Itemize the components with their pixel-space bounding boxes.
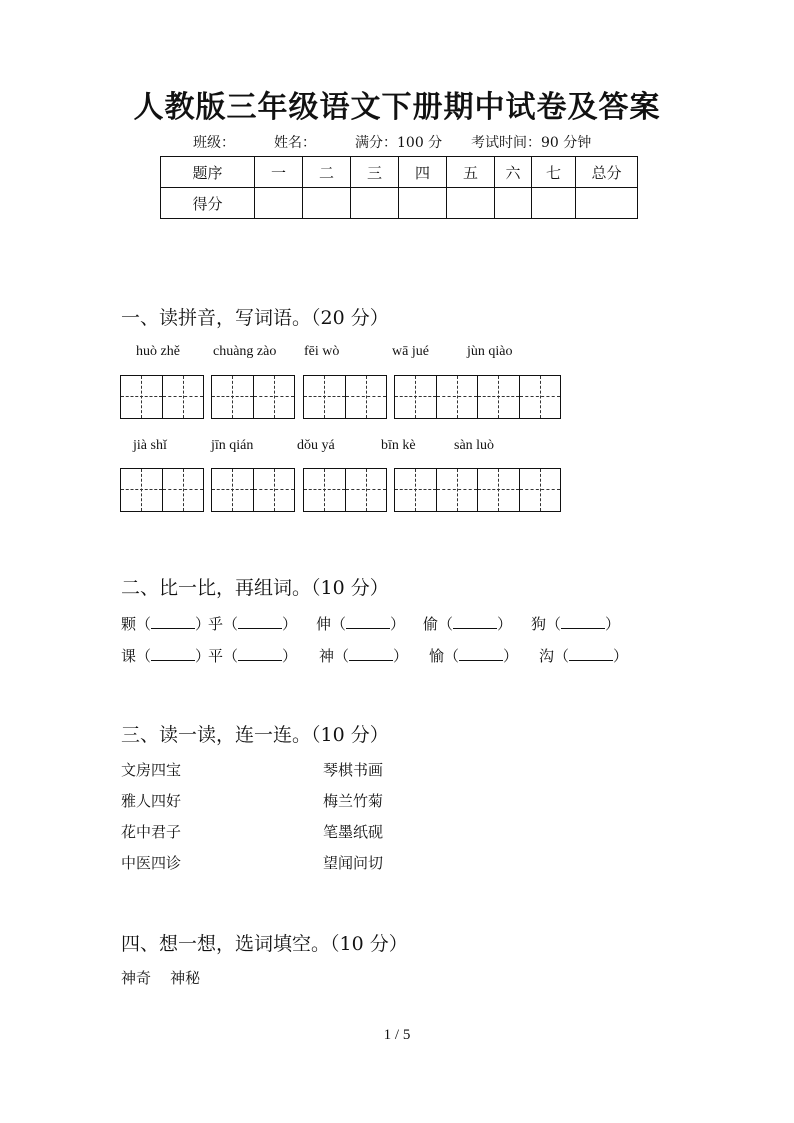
tian-zi-grid[interactable]	[394, 375, 478, 419]
tian-zi-grid[interactable]	[211, 375, 295, 419]
pinyin-label: jià shǐ	[133, 438, 167, 453]
score-header-cell: 五	[447, 157, 495, 188]
tian-zi-grid[interactable]	[303, 468, 387, 512]
score-cell[interactable]	[255, 188, 303, 219]
pinyin-label: dǒu yá	[297, 438, 335, 453]
score-header-cell: 六	[495, 157, 532, 188]
compare-char: 平	[208, 647, 224, 665]
answer-blank[interactable]	[569, 647, 613, 661]
pinyin-label: chuàng zào	[213, 344, 277, 359]
pinyin-label: fēi wò	[304, 344, 340, 359]
match-right-item[interactable]: 梅兰竹菊	[323, 792, 384, 810]
exam-time-label: 考试时间：90 分钟	[471, 135, 592, 151]
answer-blank[interactable]	[349, 647, 393, 661]
score-cell[interactable]	[399, 188, 447, 219]
writing-cell[interactable]	[395, 376, 436, 418]
compare-item: 平（ ）	[208, 647, 298, 665]
writing-cell[interactable]	[436, 376, 477, 418]
writing-cell[interactable]	[478, 469, 519, 511]
score-header-cell: 二	[303, 157, 351, 188]
writing-cell[interactable]	[519, 376, 560, 418]
match-right-item[interactable]: 琴棋书画	[323, 761, 384, 779]
writing-cell[interactable]	[121, 469, 162, 511]
tian-zi-grid[interactable]	[303, 375, 387, 419]
compare-item: 课（ ）	[121, 647, 211, 665]
pinyin-label: huò zhě	[136, 344, 180, 359]
compare-char: 乎	[208, 615, 224, 633]
compare-char: 伸	[316, 615, 332, 633]
writing-cell[interactable]	[253, 376, 294, 418]
compare-item: 偷（ ）	[423, 615, 513, 633]
compare-char: 愉	[429, 647, 445, 665]
class-label: 班级：	[193, 135, 235, 151]
pinyin-label: jùn qiào	[467, 344, 513, 359]
match-left-item[interactable]: 花中君子	[121, 823, 182, 841]
writing-cell[interactable]	[436, 469, 477, 511]
writing-cell[interactable]	[162, 469, 203, 511]
section1-heading: 一、读拼音，写词语。（20 分）	[121, 307, 389, 329]
section3-heading: 三、读一读，连一连。（10 分）	[121, 724, 389, 746]
score-cell[interactable]	[303, 188, 351, 219]
section4-heading: 四、想一想，选词填空。（10 分）	[121, 933, 408, 955]
answer-blank[interactable]	[453, 615, 497, 629]
full-score-label: 满分：100 分	[355, 135, 443, 151]
tian-zi-grid[interactable]	[211, 468, 295, 512]
compare-item: 愉（ ）	[429, 647, 519, 665]
writing-cell[interactable]	[345, 469, 386, 511]
writing-cell[interactable]	[478, 376, 519, 418]
score-table-score-row	[161, 188, 638, 219]
answer-blank[interactable]	[151, 615, 195, 629]
compare-item: 乎（ ）	[208, 615, 298, 633]
page-number: 1 / 5	[383, 1027, 411, 1043]
compare-item: 狗（ ）	[531, 615, 621, 633]
compare-char: 颗	[121, 615, 137, 633]
compare-char: 狗	[531, 615, 547, 633]
name-label: 姓名：	[274, 135, 316, 151]
writing-cell[interactable]	[253, 469, 294, 511]
section2-heading: 二、比一比，再组词。（10 分）	[121, 577, 389, 599]
answer-blank[interactable]	[459, 647, 503, 661]
page-title: 人教版三年级语文下册期中试卷及答案	[133, 90, 661, 125]
pinyin-label: jīn qián	[211, 438, 254, 453]
score-table-header-row	[161, 157, 638, 188]
writing-cell[interactable]	[212, 469, 253, 511]
compare-char: 偷	[423, 615, 439, 633]
pinyin-label: sàn luò	[454, 438, 495, 453]
score-header-cell: 七	[532, 157, 576, 188]
match-left-item[interactable]: 雅人四好	[121, 792, 182, 810]
score-cell[interactable]	[447, 188, 495, 219]
pinyin-label: bīn kè	[381, 438, 416, 453]
compare-char: 课	[121, 647, 137, 665]
compare-char: 沟	[539, 647, 555, 665]
writing-cell[interactable]	[212, 376, 253, 418]
score-cell[interactable]	[532, 188, 576, 219]
compare-item: 伸（ ）	[316, 615, 406, 633]
score-row-label: 得分	[161, 188, 255, 219]
tian-zi-grid[interactable]	[394, 468, 478, 512]
score-cell[interactable]	[351, 188, 399, 219]
tian-zi-grid[interactable]	[477, 375, 561, 419]
match-right-item[interactable]: 望闻问切	[323, 854, 384, 872]
tian-zi-grid[interactable]	[120, 375, 204, 419]
score-header-cell: 总分	[576, 157, 638, 188]
score-header-cell: 四	[399, 157, 447, 188]
answer-blank[interactable]	[346, 615, 390, 629]
score-table	[160, 156, 638, 219]
pinyin-label: wā jué	[392, 344, 429, 359]
score-cell[interactable]	[576, 188, 638, 219]
writing-cell[interactable]	[304, 469, 345, 511]
writing-cell[interactable]	[162, 376, 203, 418]
match-right-item[interactable]: 笔墨纸砚	[323, 823, 384, 841]
writing-cell[interactable]	[395, 469, 436, 511]
word-choices: 神奇 神秘	[121, 969, 201, 987]
match-left-item[interactable]: 中医四诊	[121, 854, 182, 872]
writing-cell[interactable]	[121, 376, 162, 418]
tian-zi-grid[interactable]	[120, 468, 204, 512]
compare-item: 神（ ）	[319, 647, 409, 665]
score-header-cell: 一	[255, 157, 303, 188]
answer-blank[interactable]	[238, 615, 282, 629]
compare-char: 神	[319, 647, 335, 665]
answer-blank[interactable]	[238, 647, 282, 661]
score-cell[interactable]	[495, 188, 532, 219]
tian-zi-grid[interactable]	[477, 468, 561, 512]
score-header-cell: 题序	[161, 157, 255, 188]
writing-cell[interactable]	[345, 376, 386, 418]
answer-blank[interactable]	[561, 615, 605, 629]
compare-item: 颗（ ）	[121, 615, 211, 633]
score-header-cell: 三	[351, 157, 399, 188]
compare-item: 沟（ ）	[539, 647, 629, 665]
writing-cell[interactable]	[304, 376, 345, 418]
writing-cell[interactable]	[519, 469, 560, 511]
match-left-item[interactable]: 文房四宝	[121, 761, 182, 779]
answer-blank[interactable]	[151, 647, 195, 661]
